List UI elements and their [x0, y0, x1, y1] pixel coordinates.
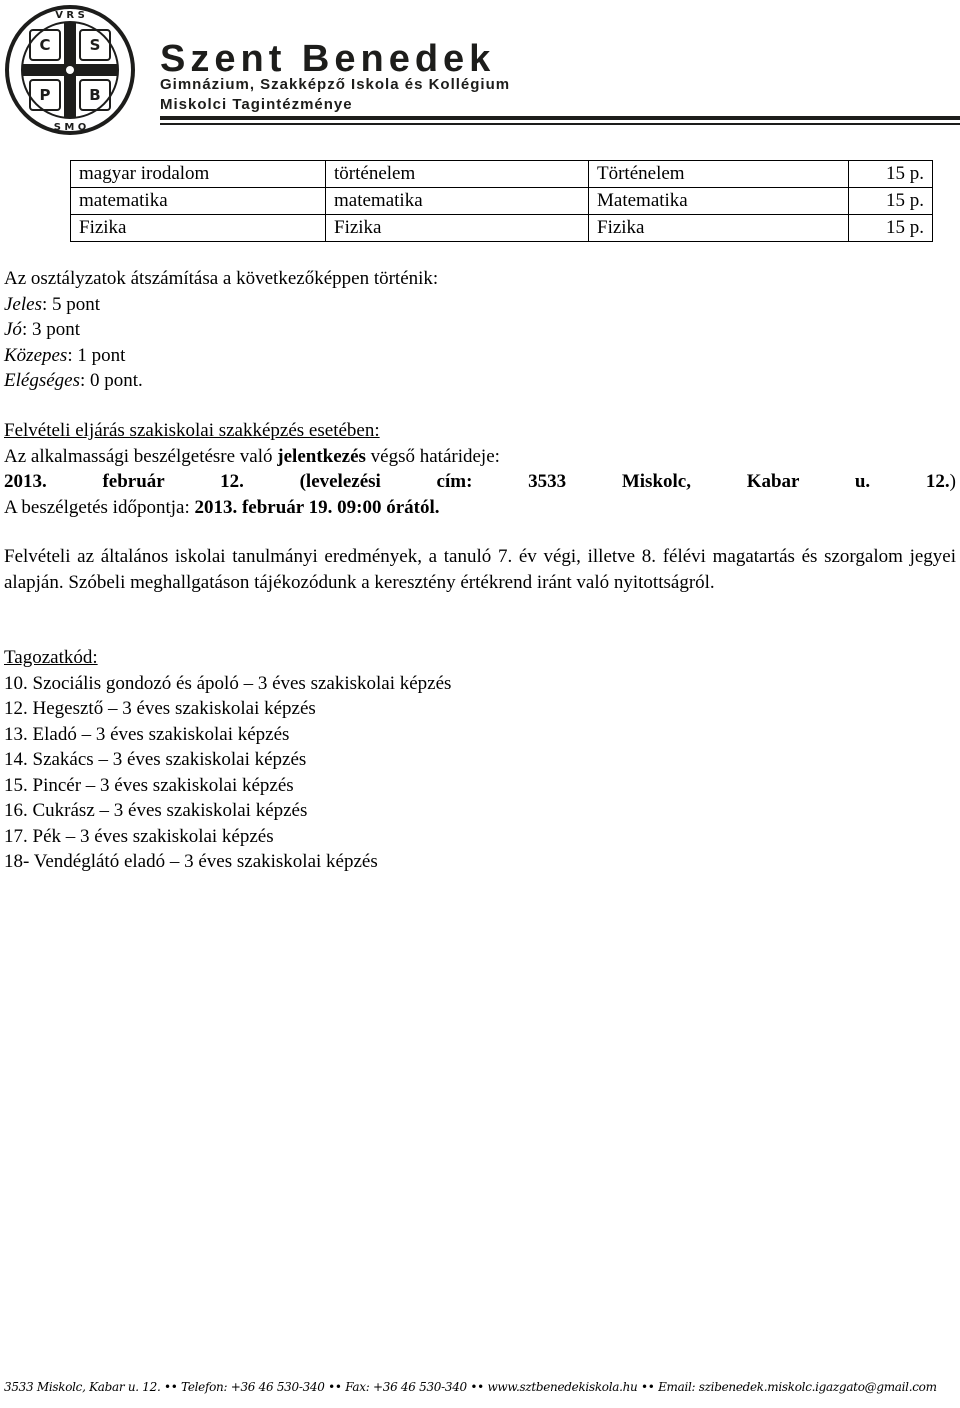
table-row — [71, 161, 933, 188]
grade-item — [4, 368, 956, 394]
footer-contact: 3533 Miskolc, Kabar u. 12. •• Telefon: +36 46 530-340 •• Fax: +36 46 530-340 •• www.sztbenedekiskola.hu •• Email: szibenedek.miskolc.igazgato@gmail.com — [4, 1380, 937, 1394]
admission-paragraph: Felvételi az általános iskolai tanulmányi eredmények, a tanuló 7. év végi, illetve 8. félévi magatartás és szorgalom jegyei alapján. Szóbeli meghallgatáson tájékozódunk a keresztény értékrend iránt való nyitottságról. — [4, 546, 956, 593]
grades-section — [4, 266, 956, 394]
admission-text: A beszélgetés időpontja: — [4, 496, 195, 518]
admission-address-tail: ) — [949, 471, 956, 492]
svg-text:B: B — [89, 86, 101, 104]
list-item: 16. Cukrász – 3 éves szakiskolai képzés — [4, 800, 308, 821]
admission-emphasis: jelentkezés — [277, 445, 366, 467]
list-item: 12. Hegesztő – 3 éves szakiskolai képzés — [4, 698, 316, 719]
table-row — [71, 215, 933, 242]
admission-address: 2013. február 12. (levelezési cím: 3533 Miskolc, Kabar u. 12. — [4, 471, 950, 492]
grade-value: : 5 pont — [41, 293, 101, 315]
list-item: 10. Szociális gondozó és ápoló – 3 éves szakiskolai képzés — [4, 672, 452, 694]
admission-section — [4, 418, 956, 520]
school-name: Szent Benedek — [160, 38, 496, 80]
table-cell: Történelem — [589, 161, 849, 188]
benedict-medal-seal-icon — [4, 4, 136, 136]
admission-heading: Felvételi eljárás szakiskolai szakképzés esetében: — [4, 420, 380, 441]
letterhead — [0, 0, 960, 140]
school-branch: Miskolci Tagintézménye — [160, 96, 353, 113]
table-cell: 15 p. — [849, 188, 933, 215]
program-codes-heading: Tagozatkód: — [4, 647, 98, 668]
grades-intro: Az osztályzatok átszámítása a következőképpen történik: — [4, 268, 439, 289]
admission-text: végső határideje: — [365, 445, 500, 467]
svg-text:P: P — [39, 86, 51, 104]
grade-item — [4, 292, 956, 318]
svg-text:S M Q: S M Q — [53, 122, 87, 133]
list-item: 18- Vendéglátó eladó – 3 éves szakiskolai képzés — [4, 851, 378, 872]
svg-text:V R S: V R S — [55, 10, 85, 21]
header-rule — [160, 116, 960, 120]
list-item: 17. Pék – 3 éves szakiskolai képzés — [4, 825, 274, 847]
table-cell: 15 p. — [849, 215, 933, 242]
grade-item — [4, 343, 956, 369]
program-codes — [4, 645, 956, 875]
table-cell: Fizika — [71, 215, 326, 242]
admission-line — [4, 444, 956, 470]
grade-label: Jeles — [4, 293, 42, 315]
grade-label: Jó — [4, 319, 22, 340]
grade-label: Elégséges — [4, 370, 80, 391]
table-cell: matematika — [326, 188, 589, 215]
table-cell: Matematika — [589, 188, 849, 215]
subjects-table — [70, 160, 933, 242]
table-cell: 15 p. — [849, 161, 933, 188]
svg-text:S: S — [89, 36, 101, 54]
admission-text: Az alkalmassági beszélgetésre való — [4, 445, 278, 467]
admission-date: 2013. február 19. 09:00 órától. — [194, 496, 440, 518]
table-row — [71, 188, 933, 215]
table-cell: történelem — [326, 161, 589, 188]
list-item: 15. Pincér – 3 éves szakiskolai képzés — [4, 774, 294, 796]
school-subtitle: Gimnázium, Szakképző Iskola és Kollégium — [160, 76, 511, 93]
admission-address-line — [4, 469, 956, 495]
grade-label: Közepes — [4, 344, 68, 366]
grade-value: : 3 pont — [21, 319, 80, 340]
table-cell: Fizika — [326, 215, 589, 242]
list-item: 14. Szakács – 3 éves szakiskolai képzés — [4, 749, 307, 770]
table-cell: matematika — [71, 188, 326, 215]
admission-line — [4, 495, 956, 521]
list-item: 13. Eladó – 3 éves szakiskolai képzés — [4, 723, 290, 745]
svg-text:C: C — [39, 36, 51, 54]
header-rule-thin — [160, 123, 960, 125]
table-cell: Fizika — [589, 215, 849, 242]
grade-item — [4, 317, 956, 343]
grade-value: : 0 pont. — [79, 370, 143, 391]
table-cell: magyar irodalom — [71, 161, 326, 188]
grade-value: : 1 pont — [67, 344, 126, 366]
